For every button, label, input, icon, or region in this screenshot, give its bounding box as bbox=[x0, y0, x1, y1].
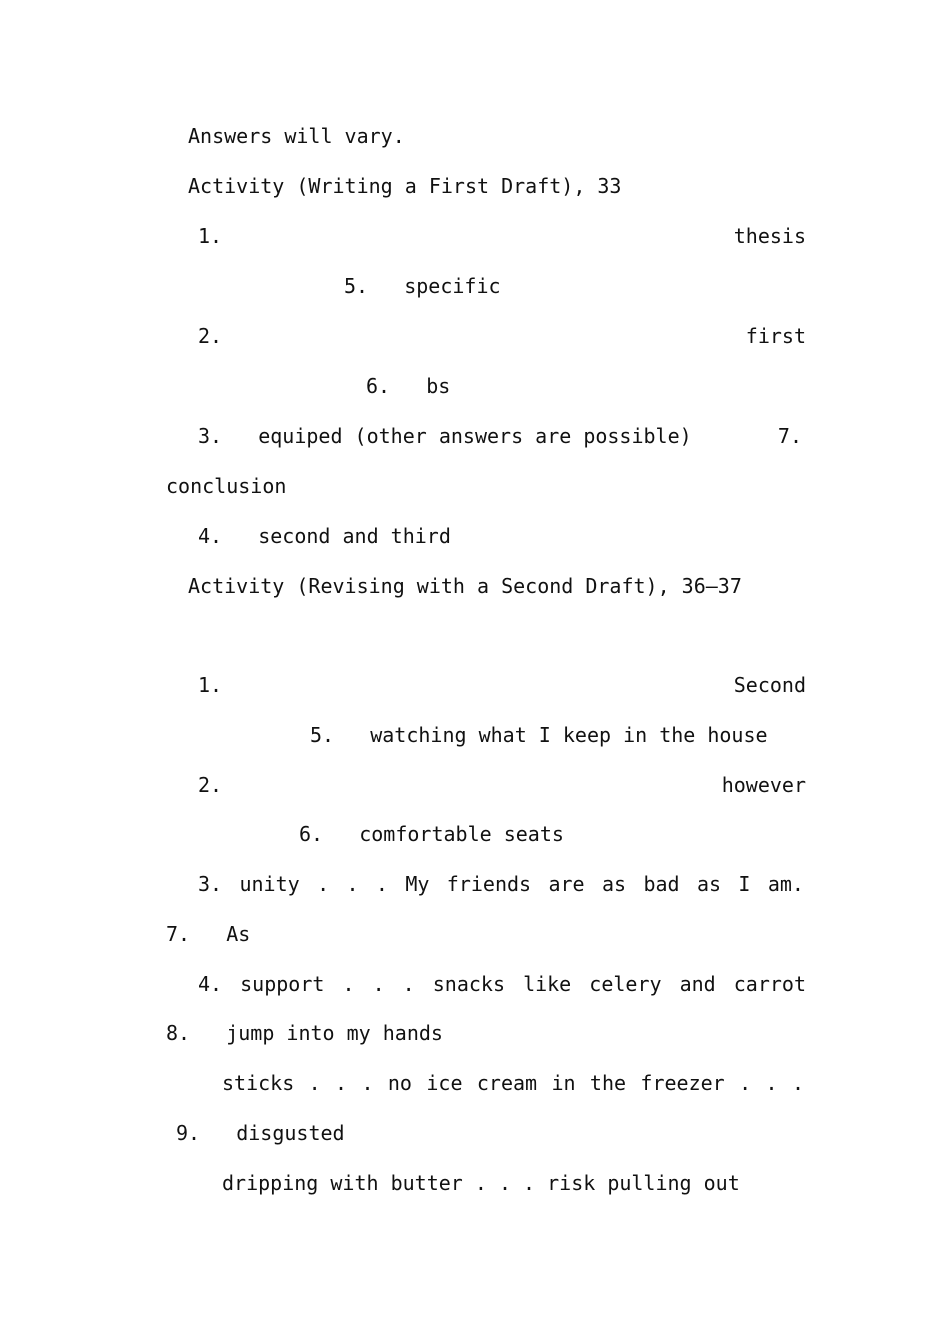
fd-item-1-answer: thesis bbox=[733, 224, 806, 248]
fd-item-2-number: 2. bbox=[198, 324, 223, 348]
word: am. bbox=[767, 872, 804, 896]
word: and bbox=[679, 972, 716, 996]
heading-second-draft: Activity (Revising with a Second Draft), 36–37 bbox=[188, 574, 742, 598]
sd-item-4 bbox=[198, 972, 806, 996]
word: are bbox=[548, 872, 585, 896]
sd-item-3 bbox=[198, 872, 804, 896]
word: . bbox=[342, 972, 355, 996]
word: support bbox=[240, 972, 325, 996]
sd-item-1-answer: Second bbox=[733, 673, 806, 697]
word: I bbox=[738, 872, 751, 896]
word: . bbox=[361, 1071, 374, 1095]
word: in bbox=[551, 1071, 576, 1095]
sd-item-2-number: 2. bbox=[198, 773, 223, 797]
word: sticks bbox=[222, 1071, 295, 1095]
sd-item-2-answer: however bbox=[721, 773, 806, 797]
word: . bbox=[372, 972, 385, 996]
word: ice bbox=[426, 1071, 463, 1095]
sd-item-5: 5. watching what I keep in the house bbox=[310, 723, 768, 747]
word: bad bbox=[643, 872, 680, 896]
word: friends bbox=[446, 872, 532, 896]
sd-item-8: 8. jump into my hands bbox=[166, 1021, 443, 1045]
heading-first-draft: Activity (Writing a First Draft), 33 bbox=[188, 174, 622, 198]
fd-item-5: 5. specific bbox=[344, 274, 501, 298]
word: like bbox=[523, 972, 572, 996]
word: 3. bbox=[198, 872, 223, 896]
word: as bbox=[696, 872, 722, 896]
word: freezer bbox=[640, 1071, 725, 1095]
fd-item-7-answer: conclusion bbox=[166, 474, 287, 498]
intro-text: Answers will vary. bbox=[188, 124, 405, 148]
word: the bbox=[589, 1071, 627, 1095]
fd-item-4: 4. second and third bbox=[198, 524, 451, 548]
word: celery bbox=[589, 972, 662, 996]
fd-item-2-answer: first bbox=[745, 324, 806, 348]
word: . bbox=[791, 1071, 804, 1095]
word: . bbox=[308, 1071, 321, 1095]
word: . bbox=[375, 872, 388, 896]
word: unity bbox=[239, 872, 300, 896]
sd-continuation-2: dripping with butter . . . risk pulling out bbox=[222, 1171, 740, 1195]
word: as bbox=[601, 872, 627, 896]
sd-item-6: 6. comfortable seats bbox=[299, 822, 564, 846]
sd-item-9: 9. disgusted bbox=[176, 1121, 345, 1145]
sd-continuation-1 bbox=[222, 1071, 804, 1095]
word: carrot bbox=[733, 972, 806, 996]
word: snacks bbox=[432, 972, 506, 996]
fd-item-1-number: 1. bbox=[198, 224, 223, 248]
sd-item-7: 7. As bbox=[166, 922, 251, 946]
word: . bbox=[346, 872, 359, 896]
fd-item-3: 3. equiped (other answers are possible) bbox=[198, 424, 692, 448]
word: . bbox=[335, 1071, 348, 1095]
word: 4. bbox=[198, 972, 223, 996]
fd-item-7-number: 7. bbox=[777, 424, 802, 448]
word: cream bbox=[476, 1071, 538, 1095]
fd-item-6: 6. bs bbox=[366, 374, 451, 398]
word: . bbox=[317, 872, 330, 896]
sd-item-1-number: 1. bbox=[198, 673, 223, 697]
word: . bbox=[765, 1071, 778, 1095]
word: My bbox=[405, 872, 430, 896]
word: no bbox=[387, 1071, 412, 1095]
word: . bbox=[739, 1071, 752, 1095]
word: . bbox=[402, 972, 415, 996]
